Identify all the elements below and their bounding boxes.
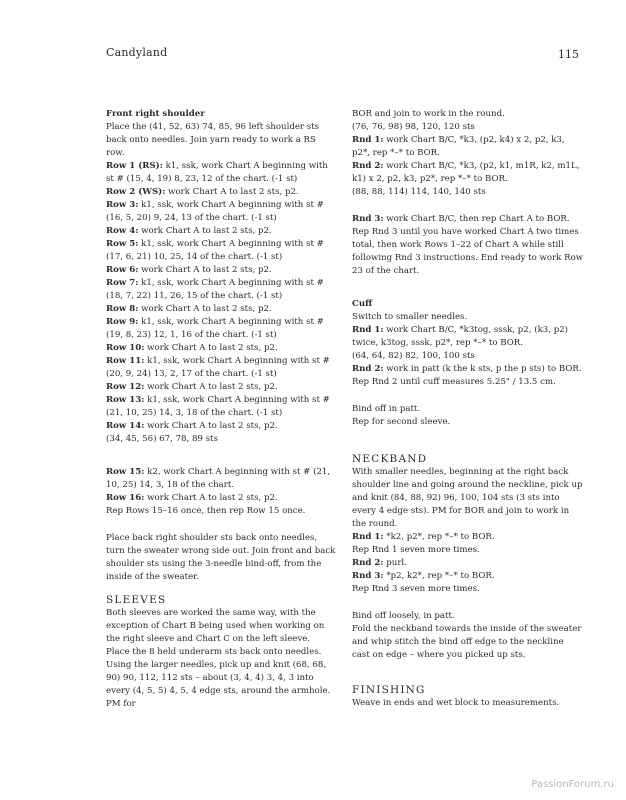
pattern-row: Row 15: k2, work Chart A beginning with st # (21, 10, 25) 14, 3, 18 of the chart. bbox=[106, 467, 331, 490]
pattern-row: Rnd 1: work Chart B/C, *k3, (p2, k4) x 2, p2, k3, p2*, rep *–* to BOR. bbox=[352, 135, 565, 158]
repeat-note: Rep Rows 15–16 once, then rep Row 15 once. bbox=[106, 506, 306, 516]
pattern-row: Rnd 1: *k2, p2*, rep *–* to BOR. bbox=[352, 532, 495, 542]
shoulder-join-note: Place back right shoulder sts back onto needles, turn the sweater wrong side out. Join front and back shoulder sts using the 3-needle bind-off, from the inside of the sweater. bbox=[106, 533, 336, 582]
cuff-heading: Cuff bbox=[352, 299, 373, 309]
pattern-row: Row 2 (WS): work Chart A to last 2 sts, p2. bbox=[106, 187, 299, 197]
left-column bbox=[106, 108, 336, 711]
cuff-intro: Switch to smaller needles. bbox=[352, 312, 468, 322]
sleeves-continued: BOR and join to work in the round. bbox=[352, 109, 505, 119]
pattern-row: Rnd 3: *p2, k2*, rep *–* to BOR. bbox=[352, 571, 495, 581]
second-sleeve-note: Rep for second sleeve. bbox=[352, 417, 451, 427]
page-number: 115 bbox=[558, 48, 579, 61]
repeat-note: Rep Rnd 3 until you have worked Chart A two times total, then work Rows 1–22 of Chart A while still following Rnd 3 instructions. End ready to work Row 23 of the chart. bbox=[352, 227, 584, 276]
bind-off-note: Bind off in patt. bbox=[352, 404, 421, 414]
finishing-text: Weave in ends and wet block to measurements. bbox=[352, 698, 560, 708]
pattern-row: Rnd 2: purl. bbox=[352, 558, 407, 568]
pattern-row: Row 16: work Chart A to last 2 sts, p2. bbox=[106, 493, 278, 503]
front-right-shoulder-heading: Front right shoulder bbox=[106, 109, 205, 119]
pattern-row: Row 9: k1, ssk, work Chart A beginning with st # (19, 8, 23) 12, 1, 16 of the chart. (-1 st) bbox=[106, 317, 324, 340]
repeat-note: Rep Rnd 1 seven more times. bbox=[352, 545, 480, 555]
bind-off-note: Bind off loosely, in patt. bbox=[352, 611, 455, 621]
watermark: PassionForum.ru bbox=[531, 779, 614, 790]
shoulder-row-list-b bbox=[106, 466, 336, 518]
pattern-row: Row 10: work Chart A to last 2 sts, p2. bbox=[106, 343, 278, 353]
stitch-count: (76, 76, 98) 98, 120, 120 sts bbox=[352, 122, 475, 132]
pattern-row: Row 12: work Chart A to last 2 sts, p2. bbox=[106, 382, 278, 392]
pattern-row: Row 13: k1, ssk, work Chart A beginning with st # (21, 10, 25) 14, 3, 18 of the chart. (-1 st) bbox=[106, 395, 330, 418]
pattern-row: Rnd 2: work Chart B/C, *k3, (p2, k1, m1R, k2, m1L, k1) x 2, p2, k3, p2*, rep *–* to BOR. bbox=[352, 161, 580, 184]
sleeves-pickup: Place the 8 held underarm sts back onto needles. Using the larger needles, pick up and knit (68, 68, 90) 90, 112, 112 sts – about (3, 4, 4) 3, 4, 3 into every (4, 5, 5) 4, 5, 4 edge sts, around the armhole. PM for bbox=[106, 647, 331, 709]
pattern-row: Row 11: k1, ssk, work Chart A beginning with st # (20, 9, 24) 13, 2, 17 of the chart. (-1 st) bbox=[106, 356, 330, 379]
pattern-row: Rnd 1: work Chart B/C, *k3tog, sssk, p2, (k3, p2) twice, k3tog, sssk, p2*, rep *–* to BOR. bbox=[352, 325, 569, 348]
pattern-row: Rnd 2: work in patt (k the k sts, p the p sts) to BOR. bbox=[352, 364, 582, 374]
pattern-row: Row 8: work Chart A to last 2 sts, p2. bbox=[106, 304, 272, 314]
pattern-row: Row 6: work Chart A to last 2 sts, p2. bbox=[106, 265, 272, 275]
repeat-note: Rep Rnd 3 seven more times. bbox=[352, 584, 480, 594]
shoulder-row-list bbox=[106, 160, 336, 446]
finishing-heading: FINISHING bbox=[352, 684, 426, 696]
neckband-heading: NECKBAND bbox=[352, 453, 428, 465]
sleeves-heading: SLEEVES bbox=[106, 594, 167, 606]
stitch-count: (34, 45, 56) 67, 78, 89 sts bbox=[106, 434, 218, 444]
repeat-note: Rep Rnd 2 until cuff measures 5.25" / 13.5 cm. bbox=[352, 377, 556, 387]
pattern-row: Rnd 3: work Chart B/C, then rep Chart A to BOR. bbox=[352, 214, 570, 224]
neckband-intro: With smaller needles, beginning at the right back shoulder line and going around the neckline, pick up and knit (84, 88, 92) 96, 100, 104 sts (3 sts into every 4 edge sts). PM for BOR and join to work in the round. bbox=[352, 467, 583, 529]
pattern-row: Row 1 (RS): k1, ssk, work Chart A beginning with st # (15, 4, 19) 8, 23, 12 of the chart. (-1 st) bbox=[106, 161, 328, 184]
pattern-row: Row 4: work Chart A to last 2 sts, p2. bbox=[106, 226, 272, 236]
right-column bbox=[352, 108, 584, 710]
sleeves-intro: Both sleeves are worked the same way, with the exception of Chart B being used when working on the right sleeve and Chart C on the left sleeve. bbox=[106, 608, 325, 644]
pattern-row: Row 7: k1, ssk, work Chart A beginning with st # (18, 7, 22) 11, 26, 15 of the chart. (-1 st) bbox=[106, 278, 324, 301]
neckband-fold-note: Fold the neckband towards the inside of the sweater and whip stitch the bind off edge to the neckline cast on edge – where you picked up sts. bbox=[352, 624, 582, 660]
shoulder-intro: Place the (41, 52, 63) 74, 85, 96 left shoulder sts back onto needles. Join yarn ready to work a RS row. bbox=[106, 122, 320, 158]
running-head: Candyland bbox=[106, 46, 168, 59]
pattern-row: Row 3: k1, ssk, work Chart A beginning with st # (16, 5, 20) 9, 24, 13 of the chart. (-1 st) bbox=[106, 200, 324, 223]
pattern-row: Row 5: k1, ssk, work Chart A beginning with st # (17, 6, 21) 10, 25, 14 of the chart. (-1 st) bbox=[106, 239, 324, 262]
stitch-count: (88, 88, 114) 114, 140, 140 sts bbox=[352, 187, 486, 197]
stitch-count: (64, 64, 82) 82, 100, 100 sts bbox=[352, 351, 475, 361]
pattern-row: Row 14: work Chart A to last 2 sts, p2. bbox=[106, 421, 278, 431]
